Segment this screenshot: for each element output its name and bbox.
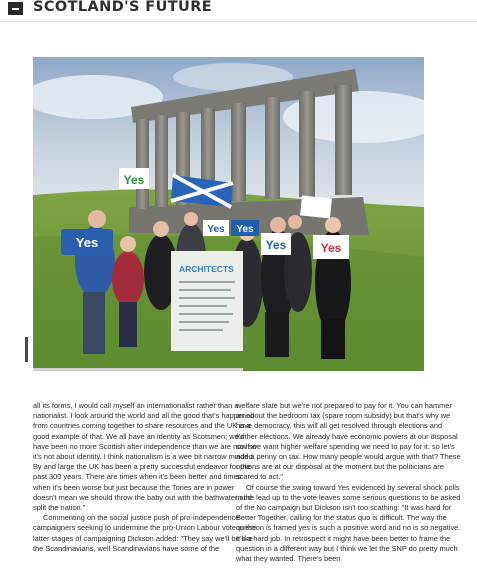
person-head: [88, 210, 106, 228]
campaign-photo: [33, 57, 424, 371]
article-column-left: [33, 401, 257, 588]
person-legs: [321, 319, 345, 359]
person-head: [184, 212, 198, 226]
monument-column: [299, 91, 315, 197]
yes-sign: [119, 168, 149, 189]
person-head: [270, 217, 286, 233]
svg-text:Yes: Yes: [75, 235, 99, 250]
monument-column: [335, 85, 352, 195]
yes-sign: [261, 233, 291, 255]
yes-sign: [203, 220, 229, 236]
architects-sign: [171, 251, 243, 351]
page-header: [0, 0, 477, 20]
svg-text:Yes: Yes: [236, 224, 254, 235]
margin-marker: [25, 337, 28, 362]
person: [112, 251, 144, 307]
article-paragraph: all its forms, I would call myself an internationalist rather than a nationalist. I look around the world and all the good that's happened from countries coming together to share resources and the UK is a good example of that. We all have an identity as Scotsmen; we'd have been no more Scottish after independence than we are now so it's not about identity. I think nationalism is a wee bit narrow minded. By and large the UK has been a pretty successful endeavor for the past 300 years. There are times when it's been better and times when it's been worse but just because the Tories are in power doesn't mean we should throw the baby out with the bathwater and split the nation.": [33, 401, 257, 513]
article-column-right: [236, 401, 462, 588]
section-title: SCOTLAND'S FUTURE: [33, 0, 213, 15]
person-legs: [83, 292, 105, 354]
person-head: [325, 217, 341, 233]
person-head: [153, 221, 169, 237]
svg-text:Yes: Yes: [207, 224, 225, 235]
monument-column: [265, 97, 280, 199]
yes-sign: [300, 195, 332, 218]
person-legs: [265, 312, 289, 357]
magazine-section-icon: [8, 2, 23, 15]
article-paragraph: Commenting on the social justice push of pro-independence campaigners seeking to undermine the pro-Union Labour vote in the latter stages of campaigning Dickson added: "They say we'll be like the Scandinavians, well Scandinavians have some of the: [33, 513, 257, 553]
yes-sign-red: [313, 235, 349, 259]
header-divider: [0, 21, 477, 22]
yes-sign-blue: [231, 220, 259, 236]
monument-column: [136, 119, 149, 209]
person-legs: [119, 302, 137, 347]
yes-sign: [61, 229, 113, 255]
article-paragraph: welfare state but we're not prepared to pay for it. You can hammer on about the bedroom tax (spare room subsidy) but that's why we have democracy, this will all get resolved through elections and further elections. We already have economic powers at our disposal so if we want higher welfare spending we need to pay for it, so let's add a penny on tax. How many people would argue with that? These options are at our disposal at the moment but the politicians are scared to act.": [236, 401, 461, 482]
monument-column: [231, 103, 246, 201]
svg-text:Yes: Yes: [265, 238, 287, 252]
svg-text:ARCHITECTS: ARCHITECTS: [179, 264, 234, 274]
svg-text:Yes: Yes: [123, 173, 145, 187]
photo-caption-bar: [33, 368, 243, 371]
article-paragraph: Of course the swing toward Yes evidenced by several shock polls in the lead up to the vote leaves some serious questions to be asked of the No campaign but Dickson isn't too scathing: "It was hard for Better Together, calling for the status quo is difficult. The way the question is framed yes is such a positive word and no is so negative. It's a hard job. In retrospect it might have been better to frame the question in a different way but I think we let the SNP do pretty much what they wanted. There's been: [236, 482, 461, 564]
monument-column: [155, 115, 168, 207]
person-head: [120, 236, 136, 252]
person-head: [288, 215, 302, 229]
svg-text:Yes: Yes: [320, 241, 342, 255]
